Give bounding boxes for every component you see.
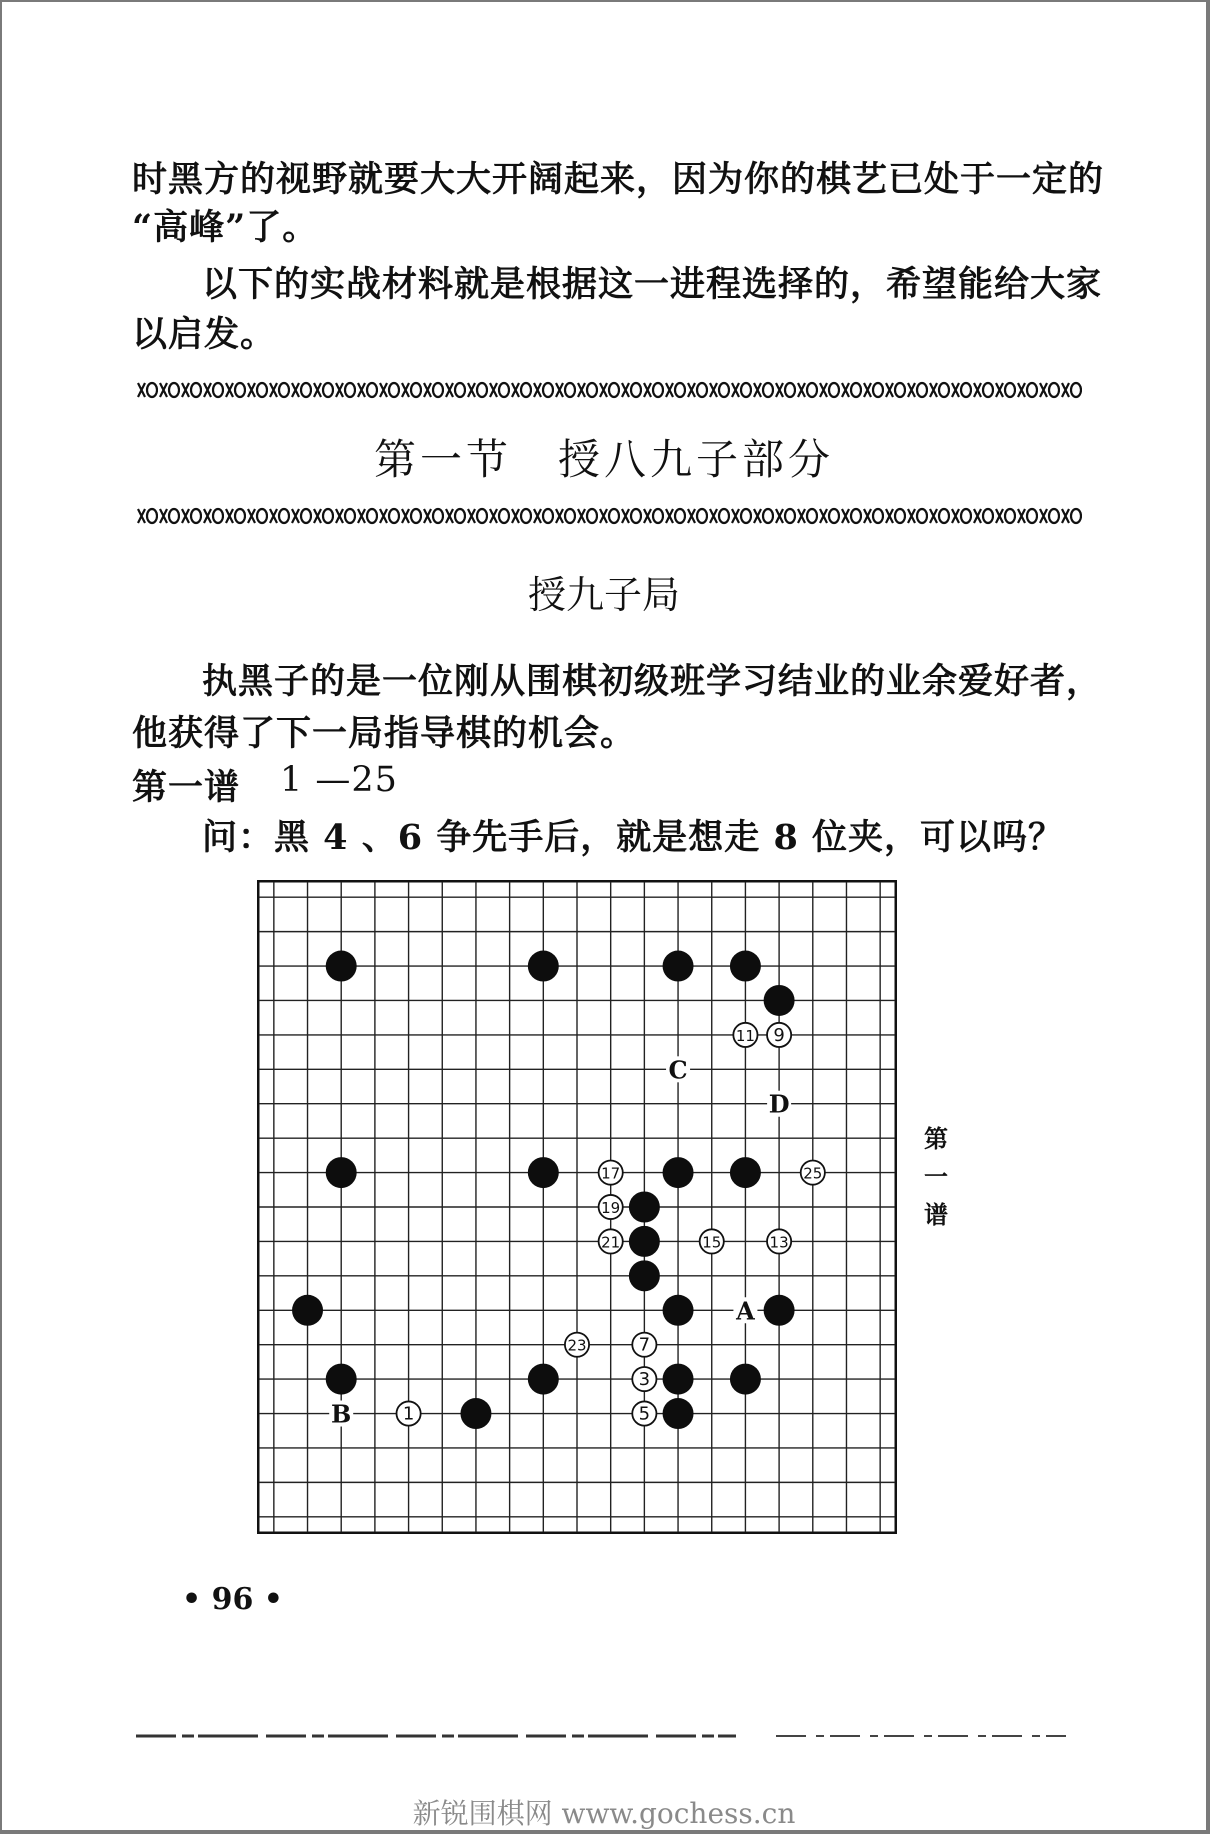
paragraph-line-3: 以下的实战材料就是根据这一进程选择的，希望能给大家 bbox=[202, 264, 1103, 305]
white-stone bbox=[733, 1023, 757, 1047]
side-label-char: 谱 bbox=[924, 1200, 948, 1229]
game-title: 授九子局 bbox=[527, 573, 680, 617]
black-stone bbox=[730, 1157, 761, 1188]
page-number: • 96 • bbox=[182, 1582, 283, 1617]
white-stone bbox=[599, 1160, 623, 1184]
white-stone bbox=[599, 1229, 623, 1253]
book-page bbox=[2, 2, 1206, 1830]
black-stone bbox=[629, 1260, 660, 1291]
white-stone bbox=[767, 1023, 791, 1047]
move-number: 7 bbox=[638, 1334, 651, 1356]
black-stone bbox=[326, 951, 357, 982]
move-number: 11 bbox=[735, 1026, 755, 1045]
paragraph-line-2: “高峰”了。 bbox=[132, 207, 319, 248]
white-stone bbox=[801, 1160, 825, 1184]
white-stone bbox=[700, 1229, 724, 1253]
black-stone bbox=[326, 1364, 357, 1395]
black-stone bbox=[663, 951, 694, 982]
black-stone bbox=[528, 1364, 559, 1395]
letter-mark: C bbox=[668, 1055, 688, 1085]
move-number: 13 bbox=[769, 1233, 789, 1252]
question-text: 问：黑 4 、6 争先手后，就是想走 8 位夹，可以吗？ bbox=[202, 817, 1064, 858]
letter-mark: D bbox=[768, 1089, 790, 1119]
white-stone bbox=[599, 1195, 623, 1219]
decorative-border-top bbox=[136, 379, 1082, 401]
black-stone bbox=[629, 1226, 660, 1257]
black-stone bbox=[730, 1364, 761, 1395]
footer-watermark: 新锐围棋网 www.gochess.cn bbox=[412, 1797, 796, 1830]
black-stone bbox=[326, 1157, 357, 1188]
black-stone bbox=[629, 1192, 660, 1223]
move-number: 23 bbox=[567, 1336, 587, 1355]
letter-mark: A bbox=[736, 1296, 755, 1326]
black-stone bbox=[663, 1398, 694, 1429]
black-stone bbox=[460, 1398, 491, 1429]
black-stone bbox=[292, 1295, 323, 1326]
letter-mark: B bbox=[331, 1399, 352, 1429]
move-number: 19 bbox=[601, 1199, 621, 1217]
white-stone bbox=[632, 1401, 656, 1425]
move-number: 9 bbox=[773, 1024, 785, 1046]
intro-line-2: 他获得了下一局指导棋的机会。 bbox=[132, 713, 637, 754]
side-label-char: 第 bbox=[924, 1124, 948, 1153]
move-number: 25 bbox=[803, 1164, 823, 1183]
move-number: 1 bbox=[402, 1403, 415, 1425]
black-stone bbox=[663, 1364, 694, 1395]
intro-line-1: 执黑子的是一位刚从围棋初级班学习结业的业余爱好者， bbox=[202, 661, 1103, 702]
black-stone bbox=[663, 1157, 694, 1188]
section-title: 第一节 授八九子部分 bbox=[373, 435, 834, 484]
move-number: 3 bbox=[638, 1369, 651, 1391]
white-stone bbox=[565, 1333, 589, 1357]
side-label-char: 一 bbox=[924, 1162, 948, 1191]
black-stone bbox=[764, 1295, 795, 1326]
diagram-caption-range: 1 —25 bbox=[280, 760, 398, 800]
black-stone bbox=[528, 951, 559, 982]
move-number: 5 bbox=[638, 1403, 651, 1425]
go-board-diagram bbox=[257, 880, 897, 1534]
move-number: 21 bbox=[601, 1233, 621, 1252]
diagram-caption-label: 第一谱 bbox=[132, 767, 241, 808]
decorative-border-bottom bbox=[136, 505, 1082, 527]
diagram-side-label bbox=[920, 1120, 952, 1234]
move-number: 15 bbox=[702, 1233, 722, 1252]
white-stone bbox=[632, 1367, 656, 1391]
black-stone bbox=[764, 985, 795, 1016]
black-stone bbox=[730, 951, 761, 982]
paragraph-line-4: 以启发。 bbox=[132, 314, 277, 355]
black-stone bbox=[528, 1157, 559, 1188]
black-stone bbox=[663, 1295, 694, 1326]
move-number: 17 bbox=[601, 1164, 621, 1183]
scan-artifact-line bbox=[136, 1732, 1066, 1740]
white-stone bbox=[632, 1333, 656, 1357]
paragraph-line-1: 时黑方的视野就要大大开阔起来，因为你的棋艺已处于一定的 bbox=[132, 159, 1105, 200]
white-stone bbox=[767, 1229, 791, 1253]
white-stone bbox=[396, 1401, 420, 1425]
